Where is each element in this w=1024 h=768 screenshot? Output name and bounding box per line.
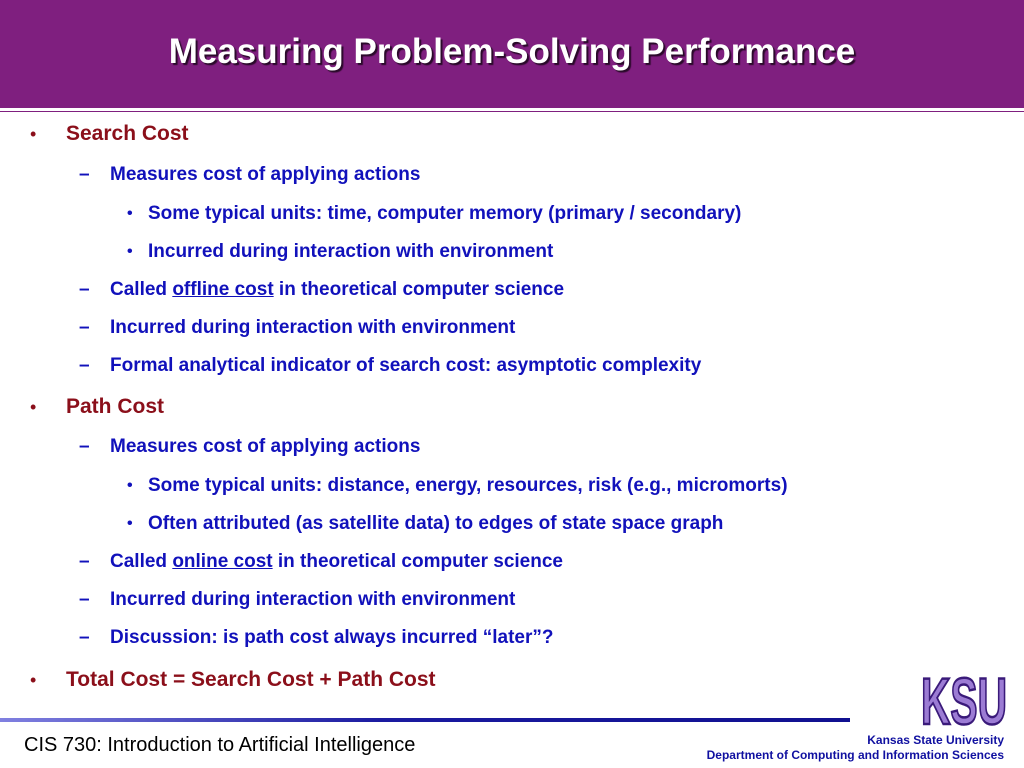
term-online-cost: online cost	[172, 551, 273, 572]
sub-bullet: Measures cost of applying actions	[110, 436, 421, 457]
ksu-logo	[918, 660, 1010, 730]
dash-marker: –	[79, 436, 90, 457]
dash-marker: –	[79, 589, 90, 610]
sub-bullet: Incurred during interaction with environment	[110, 317, 516, 338]
subsub-bullet: Incurred during interaction with environment	[148, 241, 554, 262]
bullet-marker: •	[30, 124, 37, 144]
footer-divider	[0, 718, 850, 722]
sub-bullet: Formal analytical indicator of search cost: asymptotic complexity	[110, 355, 702, 376]
dash-marker: –	[79, 627, 90, 648]
bullet-marker: •	[127, 205, 133, 222]
course-title: CIS 730: Introduction to Artificial Intelligence	[24, 734, 416, 756]
text: Called	[110, 551, 173, 572]
term-offline-cost: offline cost	[172, 279, 274, 300]
sub-bullet-offline	[110, 279, 564, 301]
bullet-total-cost: Total Cost = Search Cost + Path Cost	[66, 668, 436, 691]
sub-bullet: Discussion: is path cost always incurred “later”?	[110, 627, 554, 648]
university-name: Kansas State University	[867, 733, 1004, 747]
text: in theoretical computer science	[273, 279, 565, 300]
sub-bullet: Incurred during interaction with environment	[110, 589, 516, 610]
subsub-bullet: Often attributed (as satellite data) to edges of state space graph	[148, 513, 724, 534]
bullet-marker: •	[30, 397, 37, 417]
dash-marker: –	[79, 164, 90, 185]
slide-title: Measuring Problem-Solving Performance	[168, 32, 856, 71]
subsub-bullet: Some typical units: distance, energy, resources, risk (e.g., micromorts)	[148, 475, 788, 496]
bullet-path-cost: Path Cost	[66, 395, 165, 418]
bullet-search-cost: Search Cost	[66, 122, 189, 145]
dash-marker: –	[79, 279, 90, 300]
text: Called	[110, 279, 173, 300]
bullet-marker: •	[127, 515, 133, 532]
dash-marker: –	[79, 355, 90, 376]
bullet-marker: •	[30, 670, 37, 690]
bullet-marker: •	[127, 477, 133, 494]
subsub-bullet: Some typical units: time, computer memory (primary / secondary)	[148, 203, 742, 224]
dash-marker: –	[79, 551, 90, 572]
svg-text:KSU: KSU	[921, 664, 1007, 730]
title-bar	[0, 0, 1024, 111]
sub-bullet: Measures cost of applying actions	[110, 164, 421, 185]
footer-affiliation	[707, 733, 1004, 763]
sub-bullet-online	[110, 551, 563, 573]
bullet-marker: •	[127, 243, 133, 260]
dash-marker: –	[79, 317, 90, 338]
text: in theoretical computer science	[272, 551, 563, 572]
department-name: Department of Computing and Information Sciences	[706, 748, 1004, 762]
